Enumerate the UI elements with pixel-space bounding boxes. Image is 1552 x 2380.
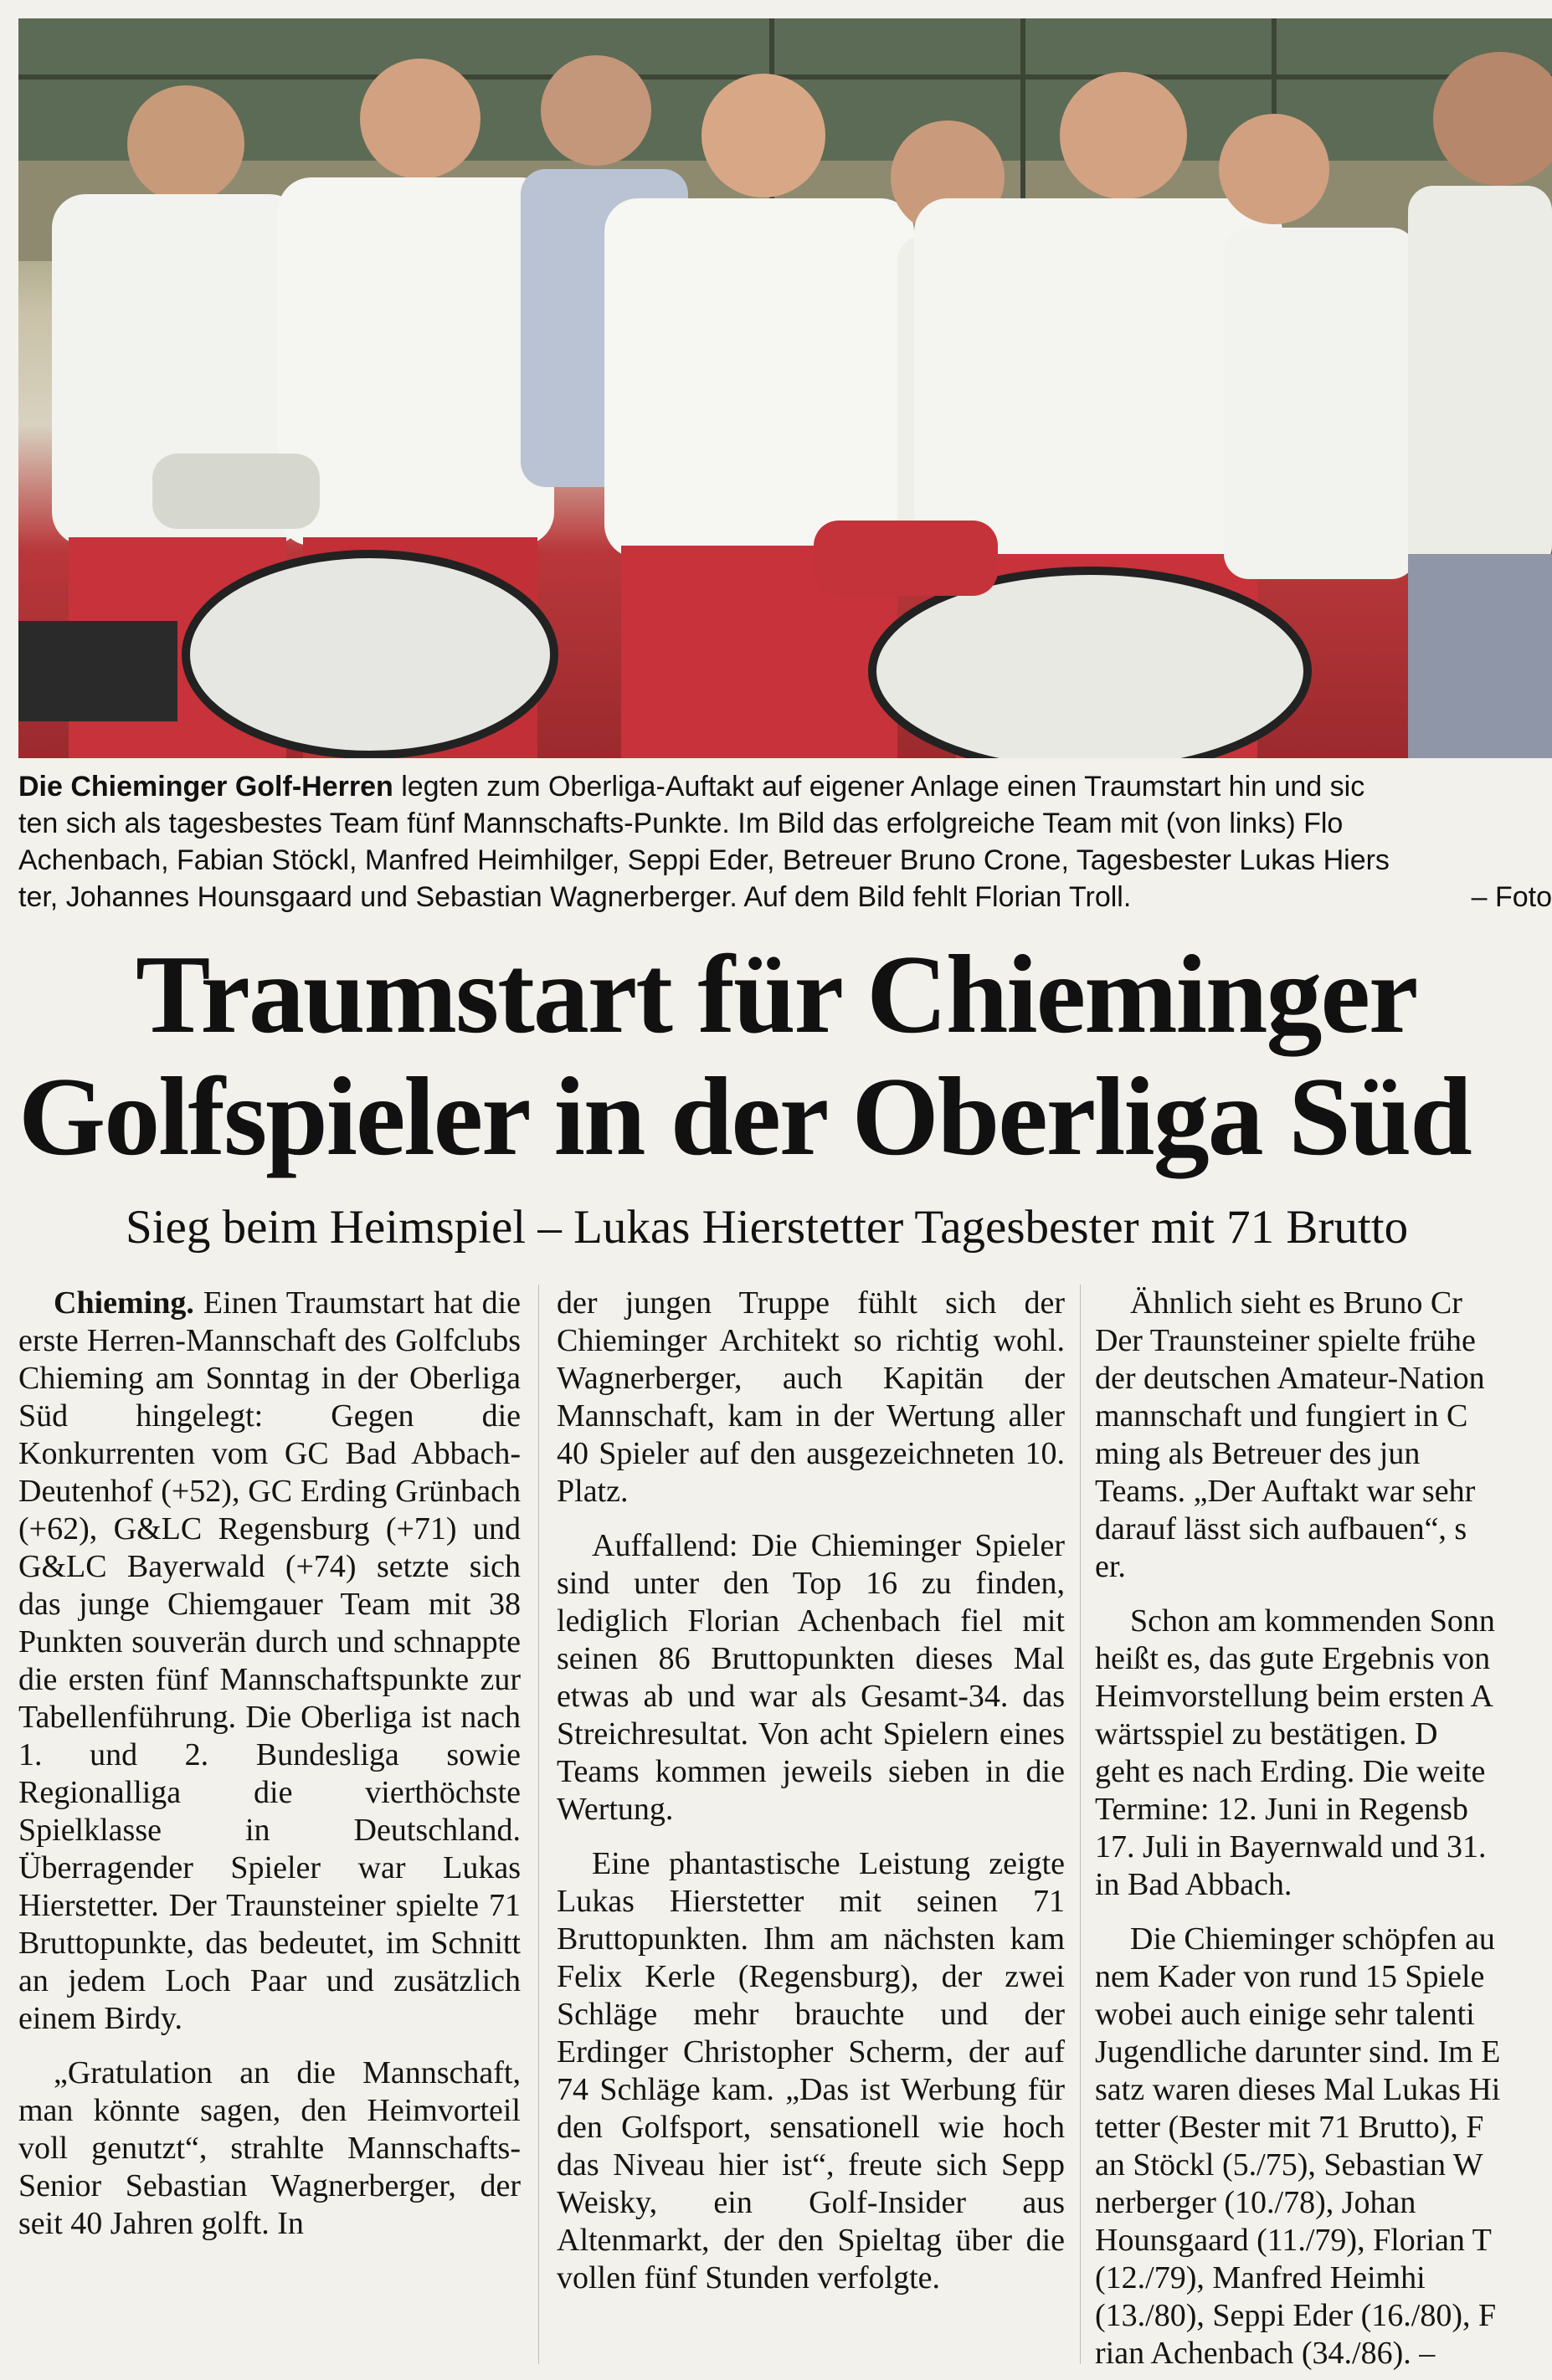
caption-line-4-text: ter, Johannes Hounsgaard und Sebastian Wagnerberger. Auf dem Bild fehlt Florian Troll. [18,881,1132,913]
team-photo [18,18,1552,758]
text-line: in Bad Abbach. [1095,1867,1292,1902]
paragraph: Eine phantastische Leistung zeigte Lukas Hierstetter mit seinen 71 Bruttopunkten. Ihm am nächsten kam Felix Kerle (Regensburg), der zwei Schläge mehr brauchte und der Erdinger Christopher Scherm, der auf 74 Schläge kam. „Das ist Werbung für den Golfsport, sensationell wie hoch das Niveau hier ist“, freute sich Sepp Weisky, ein Golf-Insider aus Altenmarkt, der den Spieltag über die vollen fünf Stunden verfolgte. [557,1846,1065,2295]
text-line: (13./80), Seppi Eder (16./80), F [1095,2298,1497,2333]
caption-line-4 [18,879,1552,916]
column-divider [1080,1285,1081,2364]
text-line: er. [1095,1549,1126,1584]
text-line: heißt es, das gute Ergebnis von [1095,1641,1491,1676]
article-subheadline: Sieg beim Heimspiel – Lukas Hierstetter Tagesbester mit 71 Brutto [126,1201,1409,1254]
text-line: Termine: 12. Juni in Regensb [1095,1792,1468,1827]
paragraph: der jungen Truppe fühlt sich der Chieminger Architekt so richtig wohl. Wagnerberger, auch Kapitän der Mannschaft, kam in der Wertung aller 40 Spieler auf den ausgezeichneten 10. Platz. [557,1285,1065,1509]
text-line: nem Kader von rund 15 Spiele [1095,1959,1485,1994]
paragraph: „Gratulation an die Mannschaft, man könnte sagen, den Heimvorteil voll genutzt“, strahlte Mannschafts-Senior Sebastian Wagnerberger, der seit 40 Jahren golft. In [18,2055,521,2241]
paragraph [1095,1603,1552,1904]
text-line: wobei auch einige sehr talenti [1095,1997,1475,2032]
paragraph [1095,1285,1552,1586]
caption-line-3: Achenbach, Fabian Stöckl, Manfred Heimhilger, Seppi Eder, Betreuer Bruno Crone, Tagesbester Lukas Hiers [18,844,1390,876]
caption-lead: Die Chieminger Golf-Herren [18,771,393,803]
dateline: Chieming. [54,1285,194,1321]
text-line: (12./79), Manfred Heimhi [1095,2260,1426,2295]
text-line: Die Chieminger schöpfen au [1130,1921,1495,1957]
text-line: Der Traunsteiner spielte frühe [1095,1323,1476,1358]
text-line: an Stöckl (5./75), Sebastian W [1095,2147,1483,2183]
text-line: Heimvorstellung beim ersten A [1095,1679,1493,1714]
text-line: geht es nach Erding. Die weite [1095,1754,1486,1789]
text-line: 17. Juli in Bayernwald und 31. [1095,1829,1487,1865]
paragraph-text: Einen Traumstart hat die erste Herren-Mannschaft des Golfclubs Chieming am Sonntag in der Oberliga Süd hingelegt: Gegen die Konkurrenten vom GC Bad Abbach-Deutenhof (+52), GC Erding Grünbach (+62), G&LC Regensburg (+71) und G&LC Bayerwald (+74) setzte sich das junge Chiemgauer Team mit 38 Punkten souverän durch und schnappte die ersten fünf Mannschaftspunkte zur Tabellenführung. Die Oberliga ist nach 1. und 2. Bundesliga sowie Regionalliga die vierthöchste Spielklasse in Deutschland. Überragender Spieler war Lukas Hierstetter. Der Traunsteiner spielte 71 Bruttopunkte, das bedeutet, im Schnitt an jedem Loch Paar und zusätzlich einem Birdy. [18,1285,521,2036]
caption-line-1-text: legten zum Oberliga-Auftakt auf eigener Anlage einen Traumstart hin und sic [393,771,1365,803]
text-line: rian Achenbach (34./86). – [1095,2336,1436,2371]
text-line: nerberger (10./78), Johan [1095,2185,1416,2220]
text-line: ming als Betreuer des jun [1095,1436,1421,1471]
article-column-3 [1095,1285,1552,2372]
article-headline [18,933,1552,1184]
text-line: mannschaft und fungiert in C [1095,1398,1468,1434]
headline-line-1: Traumstart für Chieminger [136,933,1417,1056]
text-line: satz waren dieses Mal Lukas Hi [1095,2072,1501,2107]
caption-line-1 [18,768,1552,805]
column-divider [538,1285,539,2364]
text-line: wärtsspiel zu bestätigen. D [1095,1716,1438,1752]
text-line: Hounsgaard (11./79), Florian T [1095,2223,1492,2258]
article-column-1 [18,1285,521,2372]
team-photo-illustration [18,18,1552,758]
photo-caption [18,768,1552,919]
text-line: Jugendliche darunter sind. Im E [1095,2034,1501,2070]
text-line: Ähnlich sieht es Bruno Cr [1130,1285,1462,1321]
paragraph [18,1285,521,2038]
text-line: tetter (Bester mit 71 Brutto), F [1095,2110,1484,2145]
text-line: darauf lässt sich aufbauen“, s [1095,1511,1467,1546]
text-line: Schon am kommenden Sonn [1130,1603,1495,1639]
paragraph [1095,1921,1552,2372]
paragraph: Auffallend: Die Chieminger Spieler sind unter den Top 16 zu finden, lediglich Florian Achenbach fiel mit seinen 86 Bruttopunkten dieses Mal etwas ab und war als Gesamt-34. das Streichresultat. Von acht Spielern eines Teams kommen jeweils sieben in die Wertung. [557,1528,1065,1827]
text-line: Teams. „Der Auftakt war sehr [1095,1474,1476,1509]
photo-credit: – Foto [1471,881,1552,913]
headline-line-2: Golfspieler in der Oberliga Süd [18,1054,1471,1178]
caption-line-2: ten sich als tagesbestes Team fünf Mannschafts-Punkte. Im Bild das erfolgreiche Team mit (von links) Flo [18,808,1344,839]
text-line: der deutschen Amateur-Nation [1095,1361,1485,1396]
article-column-2 [557,1285,1065,2372]
